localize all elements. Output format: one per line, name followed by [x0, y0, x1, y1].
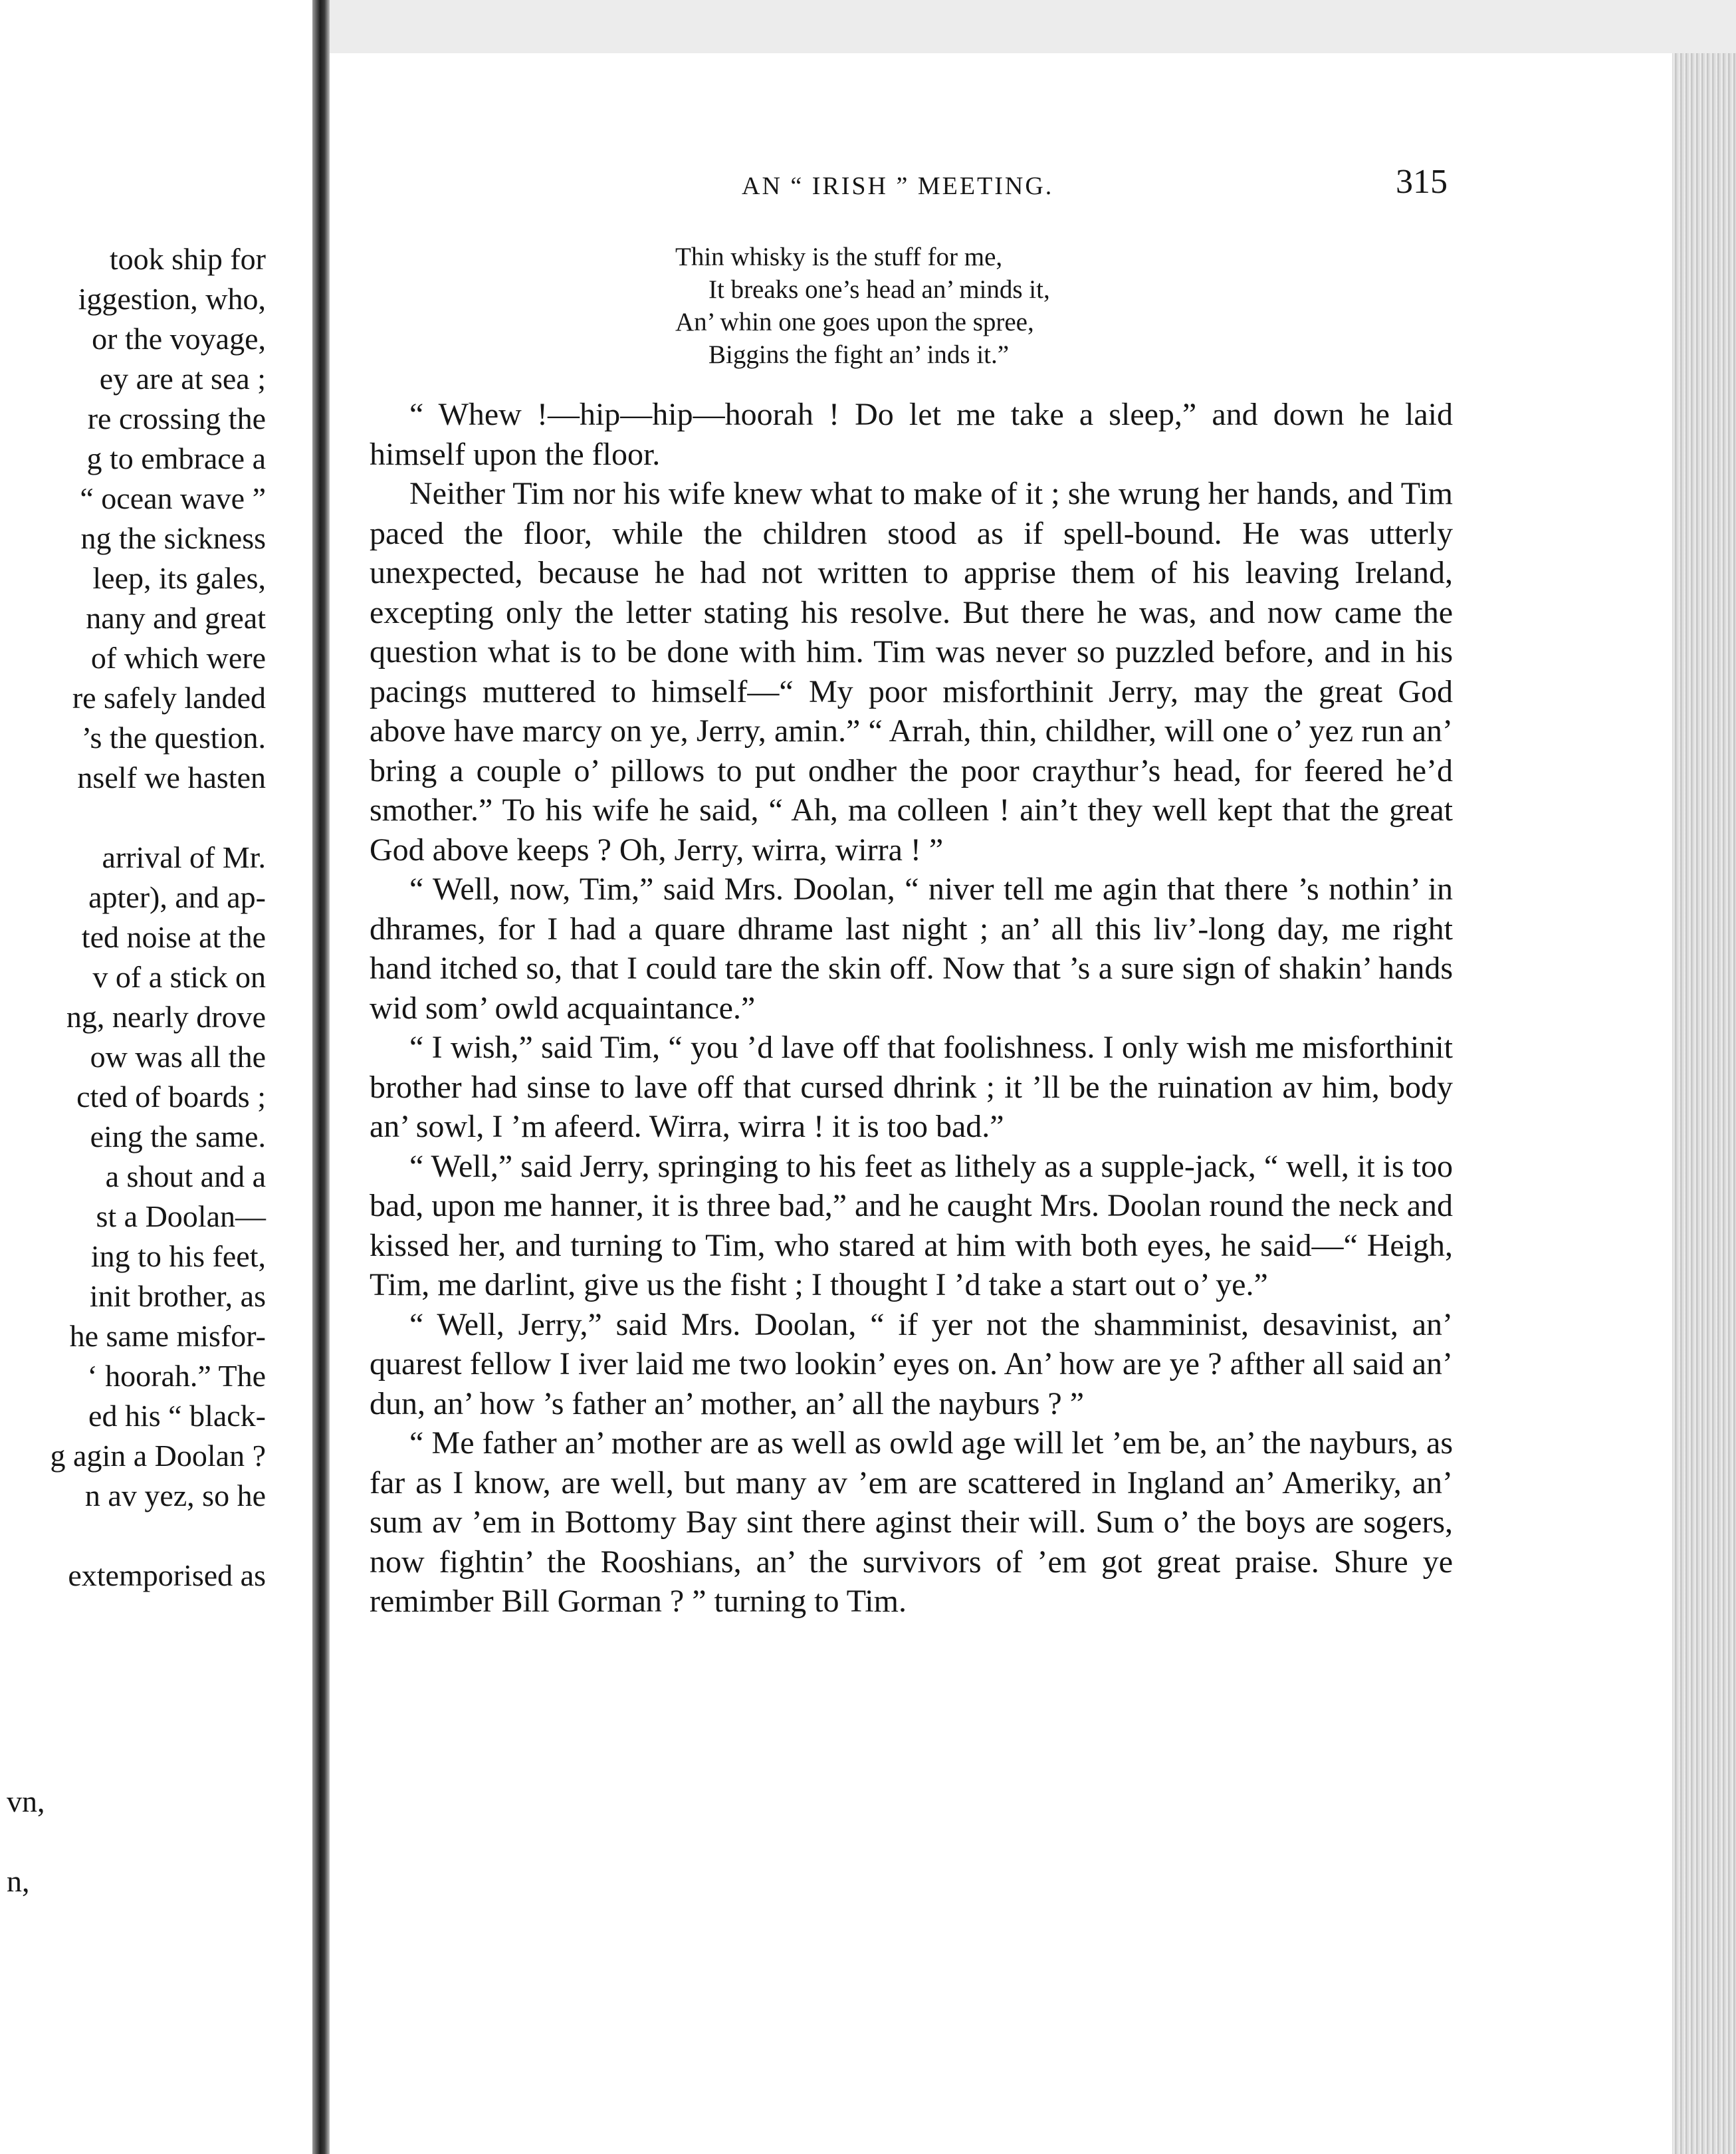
left-line: nany and great	[86, 601, 266, 635]
left-line: re safely landed	[72, 681, 266, 715]
left-page	[0, 0, 312, 2154]
body-text	[370, 395, 1453, 1621]
left-line: arrival of Mr.	[102, 840, 266, 874]
page-number: 315	[1396, 163, 1448, 201]
left-line: nself we hasten	[77, 761, 266, 794]
left-line: ing to his feet,	[90, 1239, 266, 1273]
left-line: g to embrace a	[86, 441, 266, 475]
left-line: ng the sickness	[80, 521, 266, 555]
left-line: a shout and a	[105, 1159, 266, 1193]
scan-top-margin	[330, 0, 1736, 53]
left-line: st a Doolan—	[96, 1199, 266, 1233]
left-line: ow was all the	[90, 1040, 266, 1074]
left-line: ’s the question.	[81, 721, 266, 755]
left-line: n,	[7, 1864, 30, 1898]
book-gutter	[312, 0, 330, 2154]
left-line: ng, nearly drove	[66, 1000, 266, 1034]
left-line: vn,	[7, 1784, 45, 1818]
left-line: ted noise at the	[81, 920, 266, 954]
paragraph: “ Well, now, Tim,” said Mrs. Doolan, “ niver tell me agin that there ’s nothin’ in dhrames, for I had a quare dhrame last night ; an’ all this liv’-long day, me right hand itched so, that I could tare the skin off. Now that ’s a sure sign of shakin’ hands wid som’ owld acquaintance.”	[370, 872, 1453, 1026]
left-line: g agin a Doolan ?	[50, 1439, 266, 1473]
left-line: n av yez, so he	[84, 1479, 266, 1512]
left-line: cted of boards ;	[76, 1080, 266, 1114]
paragraph: “ Well,” said Jerry, springing to his feet as lithely as a supple-jack, “ well, it is too bad, upon me hanner, it is three bad,” and he caught Mrs. Doolan round the neck and kissed her, and turning to Tim, who stared at him with both eyes, he said—“ Heigh, Tim, me darlint, give us the fisht ; I thought I ’d take a start out o’ ye.”	[370, 1148, 1453, 1302]
poem-line: It breaks one’s head an’ minds it,	[708, 275, 1050, 304]
left-line: apter), and ap-	[88, 880, 266, 914]
paragraph: “ I wish,” said Tim, “ you ’d lave off that foolishness. I only wish me misforthinit brother had sinse to lave off that cursed dhrink ; it ’ll be the ruination av him, body an’ sowl, I ’m afeerd. Wirra, wirra ! it is too bad.”	[370, 1030, 1453, 1144]
left-line: eing the same.	[90, 1120, 266, 1153]
left-line: ‘ hoorah.” The	[87, 1359, 266, 1393]
poem-line: Thin whisky is the stuff for me,	[675, 243, 1003, 271]
left-line: extemporised as	[68, 1558, 266, 1592]
page-edges	[1672, 53, 1736, 2154]
left-line: re crossing the	[87, 402, 266, 435]
left-line: iggestion, who,	[78, 282, 266, 316]
left-line: of which were	[90, 641, 266, 675]
left-line: ey are at sea ;	[99, 362, 266, 396]
poem-stanza	[675, 241, 1273, 371]
paragraph: Neither Tim nor his wife knew what to make of it ; she wrung her hands, and Tim paced the floor, while the children stood as if spell-bound. He was utterly unexpected, because he had not written to apprise them of his leaving Ireland, excepting only the letter stating his resolve. But there he was, and now came the question what is to be done with him. Tim was never so puzzled before, and in his pacings muttered to himself—“ My poor misforthinit Jerry, may the great God above have marcy on ye, Jerry, amin.” “ Arrah, thin, childher, will one o’ yez run an’ bring a couple o’ pillows to put ondher the poor craythur’s head, for feered he’d smother.” To his wife he said, “ Ah, ma colleen ! ain’t they well kept that the great God above keeps ? Oh, Jerry, wirra, wirra ! ”	[370, 476, 1453, 868]
left-line: ed his “ black-	[88, 1399, 266, 1433]
paragraph: “ Me father an’ mother are as well as owld age will let ’em be, an’ the nayburs, as far as I know, are well, but many av ’em are scattered in Ingland an’ Ameriky, an’ sum av ’em in Bottomy Bay sint there aginst their will. Sum o’ the boys are sogers, now fightin’ the Rooshians, an’ the survivors of ’em got great praise. Shure ye remimber Bill Gorman ? ” turning to Tim.	[370, 1425, 1453, 1619]
left-line: init brother, as	[89, 1279, 266, 1313]
paragraph: “ Well, Jerry,” said Mrs. Doolan, “ if yer not the shamminist, desavinist, an’ quarest fellow I iver laid me two lookin’ eyes on. An’ how are ye ? afther all said an’ dun, an’ how ’s father an’ mother, an’ all the nayburs ? ”	[370, 1306, 1453, 1421]
left-line: “ ocean wave ”	[80, 481, 266, 515]
left-line: v of a stick on	[92, 960, 266, 994]
paragraph: “ Whew !—hip—hip—hoorah ! Do let me take a sleep,” and down he laid himself upon the floor.	[370, 397, 1453, 472]
poem-line: An’ whin one goes upon the spree,	[675, 308, 1034, 336]
running-head: AN “ IRISH ” MEETING.	[742, 172, 1054, 200]
left-line: or the voyage,	[92, 322, 266, 356]
left-line: took ship for	[109, 242, 266, 276]
left-line: he same misfor-	[69, 1319, 266, 1353]
poem-line: Biggins the fight an’ inds it.”	[708, 340, 1010, 369]
left-line: leep, its gales,	[92, 561, 266, 595]
